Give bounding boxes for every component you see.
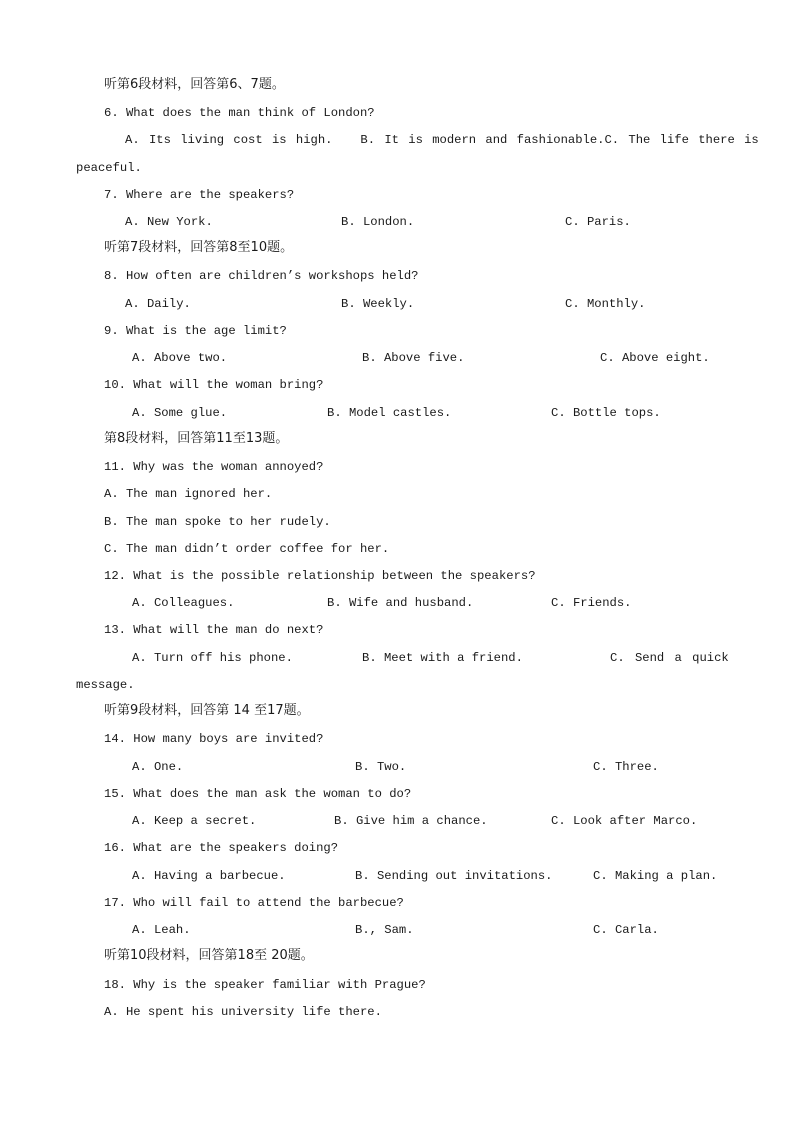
question-16-option-c: C. Making a plan. [593, 869, 718, 883]
question-15-option-a: A. Keep a secret. [132, 814, 257, 828]
question-12-stem: 12. What is the possible relationship between the speakers? [104, 569, 536, 583]
question-16-option-b: B. Sending out invitations. [355, 869, 553, 883]
question-14-option-c: C. Three. [593, 760, 659, 774]
question-17-option-c: C. Carla. [593, 923, 659, 937]
question-14-stem: 14. How many boys are invited? [104, 732, 324, 746]
question-13-option-b: B. Meet with a friend. [362, 651, 523, 665]
question-7-option-a: A. New York. [125, 215, 213, 229]
question-17-stem: 17. Who will fail to attend the barbecue? [104, 896, 404, 910]
question-9-option-a: A. Above two. [132, 351, 228, 365]
question-7-option-b: B. London. [341, 215, 415, 229]
question-6-options: A. Its living cost is high. B. It is modern and fashionable.C. The life there is [125, 133, 759, 147]
section-heading-7: 听第7段材料，回答第8至10题。 [104, 240, 294, 255]
section-heading-6: 听第6段材料，回答第6、7题。 [104, 77, 285, 92]
question-17-option-a: A. Leah. [132, 923, 191, 937]
question-11-stem: 11. Why was the woman annoyed? [104, 460, 324, 474]
question-18-stem: 18. Why is the speaker familiar with Prague? [104, 978, 426, 992]
question-8-option-c: C. Monthly. [565, 297, 646, 311]
section-heading-9: 听第9段材料，回答第 14 至17题。 [104, 703, 310, 718]
question-9-option-b: B. Above five. [362, 351, 465, 365]
question-10-option-a: A. Some glue. [132, 406, 228, 420]
question-17-option-b: B., Sam. [355, 923, 414, 937]
question-15-stem: 15. What does the man ask the woman to do? [104, 787, 412, 801]
question-12-option-a: A. Colleagues. [132, 596, 235, 610]
question-8-option-a: A. Daily. [125, 297, 191, 311]
question-14-option-a: A. One. [132, 760, 184, 774]
question-14-option-b: B. Two. [355, 760, 407, 774]
question-6-options-continued: peaceful. [76, 161, 142, 175]
question-13-option-c-continued: message. [76, 678, 135, 692]
question-10-option-b: B. Model castles. [327, 406, 452, 420]
question-8-option-b: B. Weekly. [341, 297, 415, 311]
question-10-option-c: C. Bottle tops. [551, 406, 661, 420]
question-6-stem: 6. What does the man think of London? [104, 106, 375, 120]
question-8-stem: 8. How often are children’s workshops held? [104, 269, 419, 283]
question-16-stem: 16. What are the speakers doing? [104, 841, 339, 855]
question-11-option-a: A. The man ignored her. [104, 487, 273, 501]
question-16-option-a: A. Having a barbecue. [132, 869, 286, 883]
question-15-option-c: C. Look after Marco. [551, 814, 698, 828]
question-7-stem: 7. Where are the speakers? [104, 188, 295, 202]
question-9-option-c: C. Above eight. [600, 351, 710, 365]
section-heading-10: 听第10段材料，回答第18至 20题。 [104, 948, 314, 963]
question-13-option-a: A. Turn off his phone. [132, 651, 293, 665]
question-11-option-c: C. The man didn’t order coffee for her. [104, 542, 390, 556]
question-15-option-b: B. Give him a chance. [334, 814, 488, 828]
question-7-option-c: C. Paris. [565, 215, 631, 229]
question-11-option-b: B. The man spoke to her rudely. [104, 515, 331, 529]
question-18-option-a: A. He spent his university life there. [104, 1005, 382, 1019]
question-13-option-c: C. Send a quick [610, 651, 729, 665]
question-12-option-c: C. Friends. [551, 596, 632, 610]
question-10-stem: 10. What will the woman bring? [104, 378, 324, 392]
section-heading-8: 第8段材料，回答第11至13题。 [104, 431, 289, 446]
question-9-stem: 9. What is the age limit? [104, 324, 287, 338]
question-12-option-b: B. Wife and husband. [327, 596, 474, 610]
question-13-stem: 13. What will the man do next? [104, 623, 324, 637]
